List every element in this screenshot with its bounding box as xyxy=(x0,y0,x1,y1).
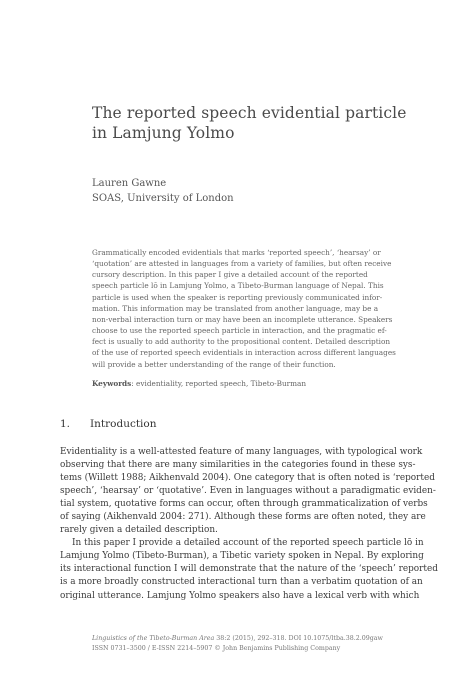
body-line: Evidentiality is a well-attested feature of many languages, with typological work xyxy=(60,447,423,457)
page-footer xyxy=(92,634,383,653)
footer-citation-line xyxy=(92,634,383,644)
article-title xyxy=(92,103,412,143)
body-line: tems (Willett 1988; Aikhenvald 2004). One category that is often noted is ‘reported xyxy=(60,473,435,484)
author-block xyxy=(92,176,234,206)
abstract-line: ‘quotation’ are attested in languages from a variety of families, but often receive xyxy=(92,259,392,269)
keywords xyxy=(92,379,306,388)
body-line: original utterance. Lamjung Yolmo speakers also have a lexical verb with which xyxy=(60,590,420,601)
body-line: speech’, ‘hearsay’ or ‘quotative’. Even in languages without a paradigmatic eviden- xyxy=(60,486,436,497)
keywords-text: : evidentiality, reported speech, Tibeto-Burman xyxy=(131,379,307,388)
footer-citation: 38:2 (2015), 292–318. DOI 10.1075/ltba.38.2.09gaw xyxy=(214,635,383,642)
abstract-line: will provide a better understanding of the range of their function. xyxy=(92,359,336,369)
abstract-line: Grammatically encoded evidentials that marks ‘reported speech’, ‘hearsay’ or xyxy=(92,248,381,257)
body-line: rarely given a detailed description. xyxy=(60,525,218,536)
abstract-line: cursory description. In this paper I give a detailed account of the reported xyxy=(92,270,368,280)
title-line: in Lamjung Yolmo xyxy=(92,124,235,142)
abstract-line: speech particle lō in Lamjung Yolmo, a Tibeto-Burman language of Nepal. This xyxy=(92,281,384,291)
body-line: Lamjung Yolmo (Tibeto-Burman), a Tibetic variety spoken in Nepal. By exploring xyxy=(60,551,424,562)
abstract-line: choose to use the reported speech particle in interaction, and the pragmatic ef- xyxy=(92,326,387,336)
section-number: 1. xyxy=(60,418,71,430)
footer-issn: ISSN 0731–3500 / E-ISSN 2214–5907 © John Benjamins Publishing Company xyxy=(92,644,341,652)
abstract-line: non-verbal interaction turn or may have been an incomplete utterance. Speakers xyxy=(92,314,393,324)
body-line: In this paper I provide a detailed account of the reported speech particle lō in xyxy=(72,538,424,549)
journal-name: Linguistics of the Tibeto-Burman Area xyxy=(92,635,215,642)
body-line: its interactional function I will demonstrate that the nature of the ‘speech’ reported xyxy=(60,564,438,575)
abstract xyxy=(92,247,412,370)
abstract-line: fect is usually to add authority to the propositional content. Detailed description xyxy=(92,337,391,347)
abstract-line: of the use of reported speech evidentials in interaction across different languages xyxy=(92,348,396,358)
section-heading xyxy=(60,418,157,430)
author-affiliation: SOAS, University of London xyxy=(92,193,234,204)
body-text xyxy=(60,446,438,603)
body-line: tial system, quotative forms can occur, often through grammaticalization of verbs xyxy=(60,499,428,510)
abstract-line: particle is used when the speaker is reporting previously communicated infor- xyxy=(92,292,383,302)
section-title: Introduction xyxy=(90,418,157,430)
body-line: observing that there are many similarities in the categories found in these sys- xyxy=(60,460,416,471)
author-name: Lauren Gawne xyxy=(92,178,167,189)
keywords-label: Keywords xyxy=(92,379,132,388)
abstract-line: mation. This information may be translated from another language, may be a xyxy=(92,303,379,313)
body-line: is a more broadly constructed interactional turn than a verbatim quotation of an xyxy=(60,577,423,588)
body-line: of saying (Aikhenvald 2004: 271). Although these forms are often noted, they are xyxy=(60,512,426,523)
title-line: The reported speech evidential particle xyxy=(92,104,407,122)
